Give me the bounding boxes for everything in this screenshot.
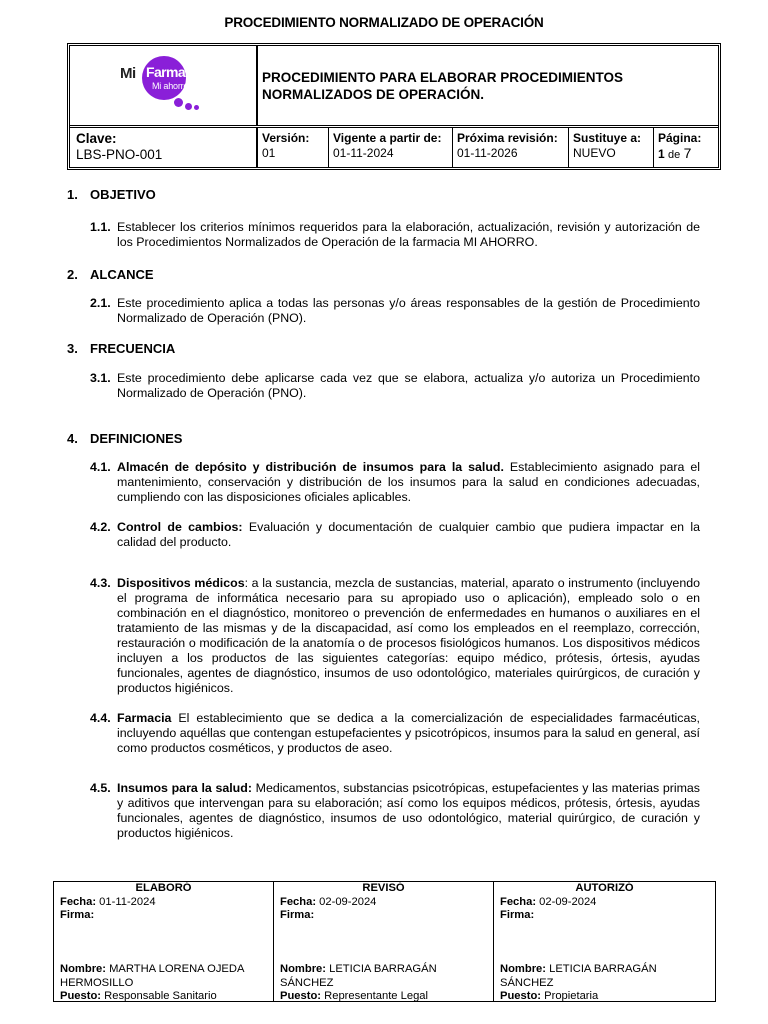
proxima-value: 01-11-2026: [457, 146, 518, 160]
list-item: [90, 296, 700, 326]
item-term: Insumos para la salud:: [117, 781, 252, 795]
list-item: [90, 781, 700, 841]
section-number: 4.: [67, 431, 78, 446]
logo-dot: [174, 98, 183, 107]
signature-person: [280, 963, 487, 1004]
logo-mi-text: Mi: [120, 65, 136, 82]
clave-cell: [70, 128, 258, 167]
puesto-value: Responsable Sanitario: [101, 990, 217, 1002]
pagina-num: 1: [658, 147, 665, 161]
section-heading: [67, 431, 182, 446]
section-title: OBJETIVO: [90, 187, 156, 202]
nombre-value: LETICIA BARRAGÁN SÁNCHEZ: [500, 963, 657, 989]
puesto-label: Puesto:: [60, 990, 102, 1002]
puesto-value: Propietaria: [541, 990, 599, 1002]
sustituye-cell: [569, 128, 654, 167]
firma-label: Firma:: [280, 909, 315, 921]
item-number: 4.2.: [90, 520, 111, 534]
pagina-cell: [654, 128, 718, 167]
list-item: [90, 220, 700, 250]
item-number: 4.1.: [90, 460, 111, 474]
nombre-value: LETICIA BARRAGÁN SÁNCHEZ: [280, 963, 437, 989]
proxima-cell: [453, 128, 569, 167]
section-title: DEFINICIONES: [90, 431, 183, 446]
logo-dot: [185, 103, 192, 110]
pagina-total: 7: [683, 145, 692, 161]
signature-table: [53, 881, 716, 1002]
item-text: [117, 711, 700, 756]
version-label: Versión:: [262, 131, 310, 145]
vigente-cell: [329, 128, 453, 167]
item-text: [117, 460, 700, 505]
item-text: [117, 520, 700, 550]
signature-person: [500, 963, 709, 1004]
list-item: [90, 711, 700, 756]
document-title: PROCEDIMIENTO NORMALIZADO DE OPERACIÓN: [224, 15, 544, 30]
item-definition: Establecimiento asignado para el mantenimiento, conservación y distribución de los insumos para la salud en condiciones adecuadas, cumpliendo con las disposiciones oficiales aplicables.: [117, 460, 700, 504]
signature-autorizo: [494, 882, 715, 1001]
vigente-label: Vigente a partir de:: [333, 131, 442, 145]
item-number: 4.3.: [90, 576, 111, 590]
clave-label: Clave:: [76, 131, 117, 146]
nombre-value: MARTHA LORENA OJEDA HERMOSILLO: [60, 963, 244, 989]
list-item: [90, 576, 700, 696]
fecha-value: 01-11-2024: [96, 895, 156, 908]
pagina-value: [658, 146, 714, 163]
fecha-value: 02-09-2024: [316, 895, 377, 908]
section-title: FRECUENCIA: [90, 341, 176, 356]
signature-firma: [60, 909, 267, 923]
version-value: 01: [262, 146, 276, 160]
version-cell: [258, 128, 329, 167]
logo-dot: [194, 105, 199, 110]
logo-ahorro-text: Mi ahorro: [152, 81, 189, 91]
item-number: 2.1.: [90, 296, 111, 310]
signature-firma: [280, 909, 487, 923]
sustituye-label: Sustituye a:: [573, 131, 642, 145]
item-definition: Evaluación y documentación de cualquier cambio que pudiera impactar en la calidad del producto.: [117, 520, 700, 549]
section-number: 1.: [67, 187, 78, 202]
puesto-label: Puesto:: [500, 990, 542, 1002]
signature-fecha: [500, 896, 709, 910]
logo-farmacia-text: Farmacia: [146, 64, 203, 80]
firma-label: Firma:: [500, 909, 535, 921]
signature-person: [60, 963, 267, 1004]
item-definition: Medicamentos, substancias psicotrópicas, estupefacientes y las materias primas y aditivos que intervengan para su elaboración; así como los equipos médicos, prótesis, órtesis, ayudas funcionales, agentes de diagnóstico, insumos de uso odontológico, material quirúrgico, de curación y productos higiénicos.: [117, 781, 700, 840]
procedure-title-line1: PROCEDIMIENTO PARA ELABORAR PROCEDIMIENTOS: [262, 69, 624, 85]
item-term: Almacén de depósito y distribución de insumos para la salud.: [117, 460, 504, 474]
header-table: [67, 43, 721, 170]
section-number: 3.: [67, 341, 78, 356]
signature-fecha: [280, 896, 487, 910]
item-term: Control de cambios:: [117, 520, 243, 534]
list-item: [90, 371, 700, 401]
item-term: Farmacia: [117, 711, 172, 725]
item-text: Este procedimiento aplica a todas las personas y/o áreas responsables de la gestión de Procedimiento Normalizado de Operación (PNO).: [117, 296, 700, 325]
list-item: [90, 520, 700, 550]
fecha-label: Fecha:: [500, 895, 537, 908]
item-number: 4.5.: [90, 781, 111, 795]
item-text: Este procedimiento debe aplicarse cada vez que se elabora, actualiza y/o autoriza un Procedimiento Normalizado de Operación (PNO).: [117, 371, 700, 400]
sustituye-value: NUEVO: [573, 146, 616, 160]
procedure-title-line2: NORMALIZADOS DE OPERACIÓN.: [262, 86, 485, 102]
vigente-value: 01-11-2024: [333, 146, 394, 160]
fecha-value: 02-09-2024: [536, 895, 597, 908]
signature-firma: [500, 909, 709, 923]
pagina-label: Página:: [658, 131, 702, 145]
signature-reviso: [274, 882, 494, 1001]
item-text: [117, 576, 700, 696]
item-term: Dispositivos médicos: [117, 576, 245, 590]
item-number: 3.1.: [90, 371, 111, 385]
firma-label: Firma:: [60, 909, 95, 921]
item-definition: : a la sustancia, mezcla de sustancias, material, aparato o instrumento (incluyendo el programa de informática necesario para su apropiado uso o aplicación), empleado solo o en combinación en el diagnóstico, monitoreo o prevención de enfermedades en humanos o auxiliares en el tratamiento de las mismas y de la discapacidad, así como los empleados en el reemplazo, corrección, restauración o modificación de la anatomía o de procesos fisiológicos humanos. Los dispositivos médicos incluyen a los productos de las siguientes categorías: equipo médico, prótesis, órtesis, ayudas funcionales, agentes de diagnóstico, insumos de uso odontológico, materiales quirúrgicos, de curación y productos higiénicos.: [117, 576, 700, 695]
section-heading: [67, 341, 175, 356]
puesto-label: Puesto:: [280, 990, 322, 1002]
item-text: [117, 781, 700, 841]
procedure-title: [258, 46, 718, 125]
section-heading: [67, 267, 154, 282]
section-title: ALCANCE: [90, 267, 154, 282]
section-heading: [67, 187, 156, 202]
pagina-de: de: [668, 149, 681, 161]
section-number: 2.: [67, 267, 78, 282]
fecha-label: Fecha:: [280, 895, 317, 908]
nombre-label: Nombre:: [60, 963, 106, 975]
logo-cell: [70, 46, 258, 125]
proxima-label: Próxima revisión:: [457, 131, 558, 145]
list-item: [90, 460, 700, 505]
signature-head: ELABORÓ: [135, 882, 192, 894]
item-number: 4.4.: [90, 711, 111, 725]
signature-head: AUTORIZÓ: [575, 882, 634, 894]
nombre-label: Nombre:: [280, 963, 326, 975]
fecha-label: Fecha:: [60, 895, 97, 908]
signature-elaboro: [54, 882, 274, 1001]
puesto-value: Representante Legal: [321, 990, 429, 1002]
nombre-label: Nombre:: [500, 963, 546, 975]
clave-value: LBS-PNO-001: [76, 147, 163, 162]
company-logo: [120, 56, 250, 118]
item-number: 1.1.: [90, 220, 111, 234]
signature-fecha: [60, 896, 267, 910]
item-text: Establecer los criterios mínimos requeridos para la elaboración, actualización, revisión y autorización de los Procedimientos Normalizados de Operación de la farmacia MI AHORRO.: [117, 220, 700, 249]
item-definition: El establecimiento que se dedica a la comercialización de especialidades farmacéuticas, incluyendo aquéllas que contengan estupefacientes y psicotrópicos, insumos para la salud en general, así como productos cosméticos, y productos de aseo.: [117, 711, 700, 755]
signature-head: REVISÓ: [362, 882, 405, 894]
header-info-row: [70, 125, 718, 167]
